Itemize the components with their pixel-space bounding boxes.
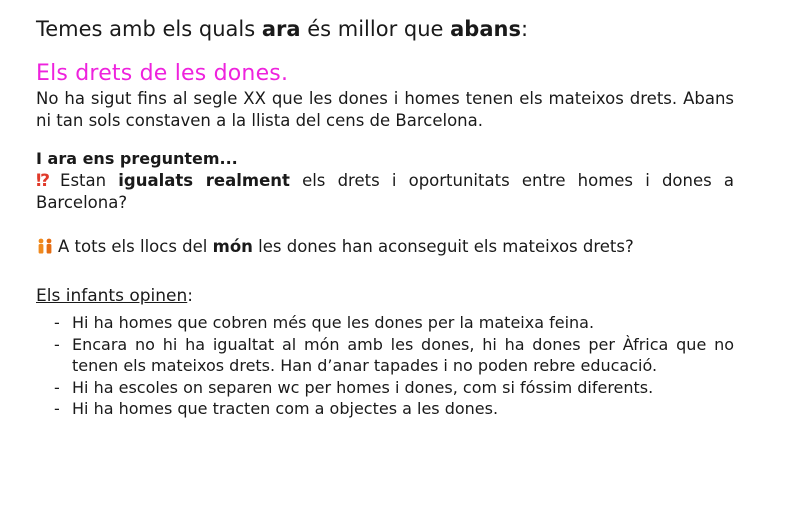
question-1 [36, 170, 734, 214]
heading-bold-ara: ara [261, 17, 301, 41]
intro-paragraph: No ha sigut fins al segle XX que les dones i homes tenen els mateixos drets. Abans ni tan sols constaven a la llista del cens de Barcelona. [36, 89, 734, 130]
opinions-list [36, 312, 734, 420]
opinion-text: Hi ha homes que cobren més que les dones per la mateixa feina. [72, 313, 595, 332]
question-1-bold: igualats realment [118, 171, 290, 190]
list-item [36, 312, 734, 334]
opinion-text: Hi ha escoles on separen wc per homes i dones, com si fóssim diferents. [72, 377, 654, 397]
question-1-part2: els drets i oportunitats entre homes i dones a Barcelona? [36, 171, 734, 212]
question-2-part1: A tots els llocs del [58, 237, 213, 256]
document-page [36, 14, 734, 420]
opinion-text: Encara no hi ha igualtat al món amb les dones, hi ha dones per Àfrica que no tenen els mateixos drets. Han d’anar tapades i no poden rebre educació. [72, 334, 734, 375]
heading-part1: Temes amb els quals [36, 17, 262, 41]
heading-part2: és millor que [300, 17, 451, 41]
list-item [36, 377, 734, 399]
question-2 [36, 236, 734, 258]
question-intro: I ara ens preguntem... [36, 149, 238, 168]
opinions-title [36, 284, 734, 308]
opinions-title-text: Els infants opinen [36, 286, 188, 306]
list-item [36, 334, 734, 377]
heading-bold-abans: abans [450, 17, 521, 41]
question-1-part1: Estan [60, 171, 119, 190]
list-dash: - [54, 334, 60, 354]
list-item [36, 398, 734, 420]
question-2-bold: món [212, 237, 253, 256]
people-icon [36, 238, 54, 254]
interrobang-icon: ⁉ [36, 171, 58, 191]
section-title: Els drets de les dones. [36, 61, 289, 86]
list-dash: - [54, 313, 60, 332]
opinions-title-colon: : [187, 286, 193, 306]
list-dash: - [54, 399, 60, 418]
list-dash: - [54, 377, 60, 397]
question-2-part2: les dones han aconseguit els mateixos drets? [252, 237, 634, 256]
opinion-text: Hi ha homes que tracten com a objectes a les dones. [72, 399, 499, 418]
spacer [36, 214, 734, 236]
page-heading [36, 14, 734, 44]
heading-part3: : [520, 17, 529, 41]
